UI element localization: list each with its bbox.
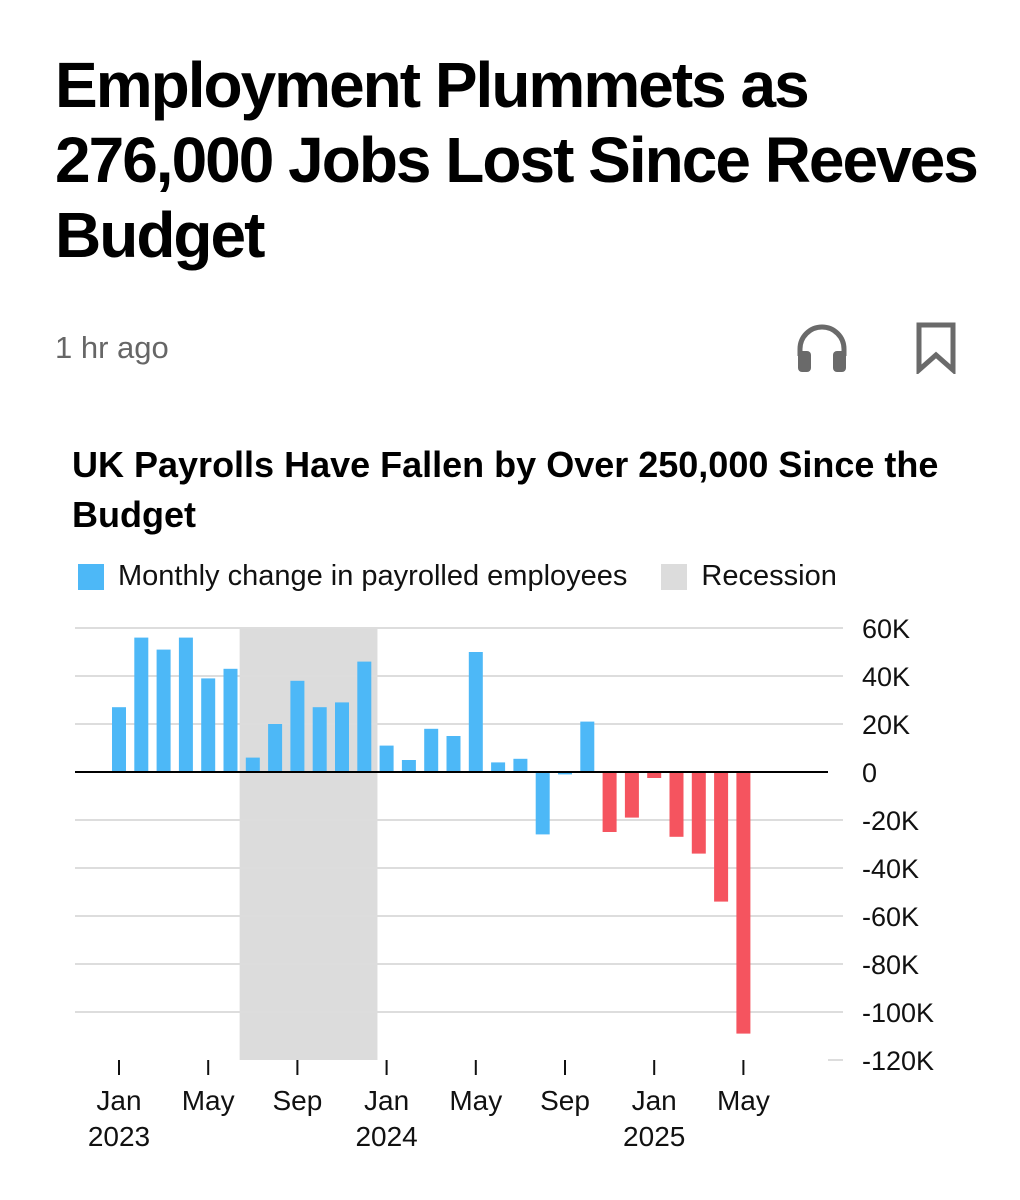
bar xyxy=(335,702,349,772)
bar xyxy=(290,681,304,772)
headphones-icon[interactable] xyxy=(795,322,849,374)
bar xyxy=(491,762,505,772)
x-tick-label-month: Jan xyxy=(631,1085,677,1116)
bar xyxy=(268,724,282,772)
bar xyxy=(179,638,193,772)
bar xyxy=(380,746,394,772)
bar xyxy=(536,772,550,834)
legend-item-series xyxy=(78,560,627,593)
x-tick-label-month: Sep xyxy=(272,1085,323,1116)
legend-swatch-series xyxy=(78,564,104,590)
x-tick-label-month: Sep xyxy=(540,1085,590,1116)
x-tick-label-month: May xyxy=(449,1085,503,1116)
x-tick-label-month: Jan xyxy=(96,1085,142,1116)
y-tick-label: -40K xyxy=(862,854,920,884)
bar xyxy=(736,772,750,1034)
headline: Employment Plummets as 276,000 Jobs Lost Since Reeves Budget xyxy=(55,49,977,271)
chart-title: UK Payrolls Have Fallen by Over 250,000 Since the Budget xyxy=(72,444,939,535)
y-tick-label: 20K xyxy=(862,710,911,740)
legend-label-recession: Recession xyxy=(701,560,837,592)
y-tick-label: 60K xyxy=(862,614,911,644)
y-tick-label: -100K xyxy=(862,998,935,1028)
bar xyxy=(469,652,483,772)
payrolls-bar-chart xyxy=(0,600,1020,1200)
y-tick-label: -20K xyxy=(862,806,920,836)
bar xyxy=(402,760,416,772)
bar xyxy=(134,638,148,772)
bar xyxy=(513,759,527,772)
bar xyxy=(357,662,371,772)
bar xyxy=(447,736,461,772)
timestamp: 1 hr ago xyxy=(55,330,169,365)
bar xyxy=(670,772,684,837)
bar xyxy=(246,758,260,772)
x-tick-label-month: May xyxy=(716,1085,770,1116)
x-tick-label-month: May xyxy=(181,1085,235,1116)
bar xyxy=(157,650,171,772)
y-tick-label: 0 xyxy=(862,758,878,788)
bar xyxy=(201,678,215,772)
y-tick-label: 40K xyxy=(862,662,911,692)
y-tick-label: -80K xyxy=(862,950,920,980)
legend-swatch-recession xyxy=(661,564,687,590)
bar xyxy=(714,772,728,902)
legend-label-series: Monthly change in payrolled employees xyxy=(118,560,628,592)
bar xyxy=(112,707,126,772)
bar xyxy=(224,669,238,772)
legend-item-recession xyxy=(661,560,836,593)
recession-band xyxy=(240,628,378,1060)
x-tick-label-year: 2023 xyxy=(87,1121,151,1152)
x-tick-label-month: Jan xyxy=(364,1085,410,1116)
bar xyxy=(692,772,706,854)
bar xyxy=(424,729,438,772)
bar xyxy=(625,772,639,818)
bar xyxy=(603,772,617,832)
x-tick-label-year: 2025 xyxy=(623,1121,686,1152)
bar xyxy=(313,707,327,772)
legend xyxy=(78,560,871,593)
y-tick-label: -60K xyxy=(862,902,920,932)
x-tick-label-year: 2024 xyxy=(355,1121,418,1152)
y-tick-label: -120K xyxy=(862,1046,935,1076)
bookmark-icon[interactable] xyxy=(915,322,957,374)
bar xyxy=(580,722,594,772)
